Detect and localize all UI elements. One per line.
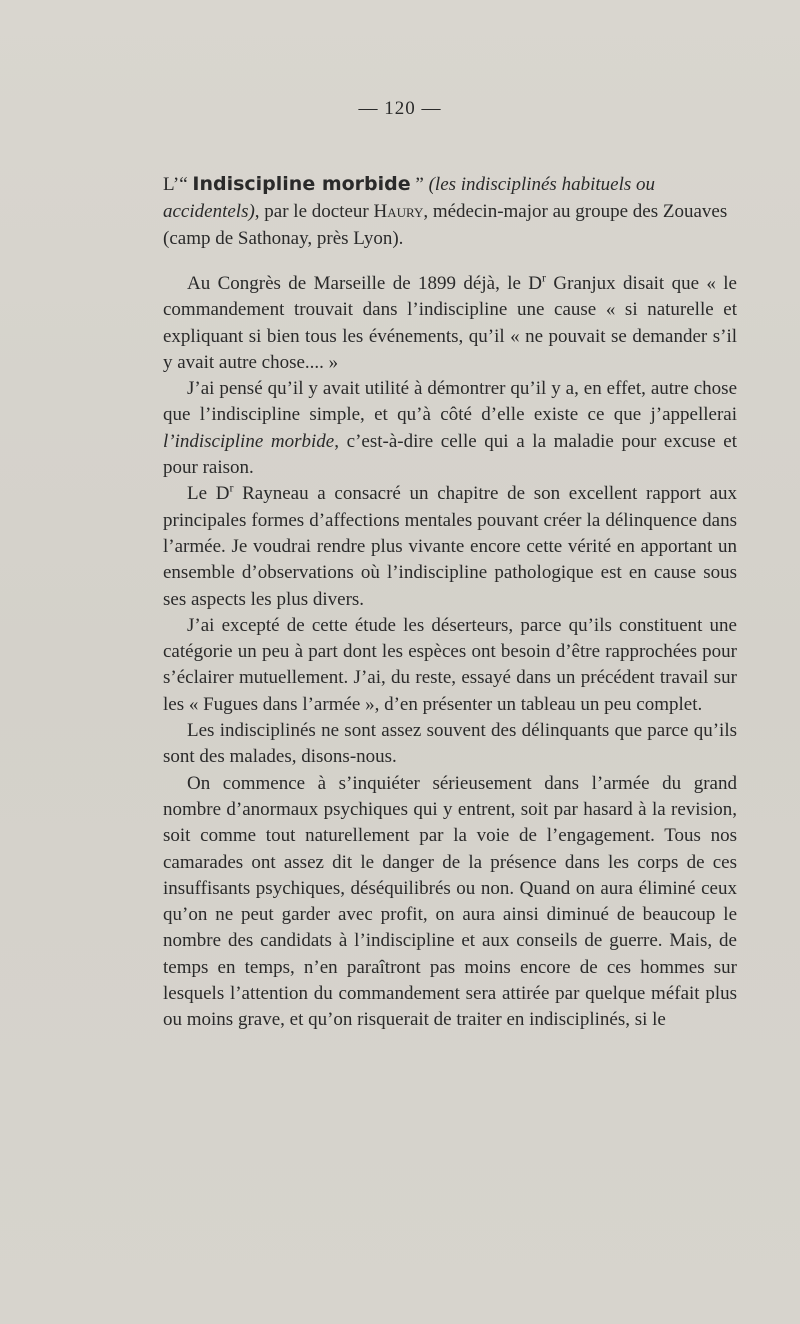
p3-sup: r bbox=[229, 481, 234, 496]
title-by: , par le docteur bbox=[254, 201, 374, 222]
paragraph-3 bbox=[163, 481, 737, 612]
p1-sup: r bbox=[542, 270, 547, 285]
article-title bbox=[163, 171, 741, 252]
paragraph-4: J’ai excepté de cette étude les déserteurs, parce qu’ils constituent une catégorie un peu à part dont les espèces ont besoin d’être rapprochées pour s’éclairer mutuellement. J’ai, du reste, essayé dans un précédent travail sur les « Fugues dans l’armée », d’en présenter un tableau un peu complet. bbox=[163, 614, 737, 715]
title-italic: (les indisciplinés habituels ou accidentels) bbox=[163, 174, 655, 222]
p2-text-b: , c’est-à-dire celle qui a la maladie pour excuse et pour raison. bbox=[163, 430, 737, 479]
title-after-bold: ” bbox=[410, 174, 429, 195]
title-prefix: L’“ bbox=[163, 174, 193, 195]
body-text bbox=[163, 271, 737, 1034]
paragraph-5: Les indisciplinés ne sont assez souvent des délinquants que parce qu’ils sont des malades, disons-nous. bbox=[163, 720, 737, 768]
p1-text-b: Granjux disait que « le commandement trouvait dans l’indiscipline une cause « si naturelle et expliquant si bien tous les événements, qu’il « ne pouvait se demander s’il y avait autre chose.... » bbox=[163, 273, 737, 373]
paragraph-6: On commence à s’inquiéter sérieusement dans l’armée du grand nombre d’anormaux psychiques qui y entrent, soit par hasard à la revision, soit comme tout naturellement par la voie de l’engagement. Tous nos camarades ont assez dit le danger de la présence dans les corps de ces insuffisants psychiques, déséquilibrés ou non. Quand on aura éliminé ceux qu’on ne peut garder avec profit, on aura ainsi diminué de beaucoup le nombre des candidats à l’indiscipline et aux conseils de guerre. Mais, de temps en temps, n’en paraîtront pas moins encore de ces hommes sur lesquels l’attention du commandement sera attirée par quelque méfait plus ou moins grave, et qu’on risquerait de traiter en indisciplinés, si le bbox=[163, 772, 737, 1031]
title-author: Haury bbox=[373, 201, 424, 222]
p2-italic: l’indiscipline morbide bbox=[163, 430, 335, 452]
p3-text-a: Le D bbox=[187, 483, 230, 505]
p1-text-a: Au Congrès de Marseille de 1899 déjà, le D bbox=[187, 273, 543, 294]
p2-text-a: J’ai pensé qu’il y avait utilité à démontrer qu’il y a, en effet, autre chose que l’indiscipline simple, et qu’à côté d’elle existe ce que j’appellerai bbox=[163, 378, 737, 426]
title-bold: Indiscipline morbide bbox=[192, 173, 411, 195]
p3-text-b: Rayneau a consacré un chapitre de son excellent rapport aux principales formes d’affections mentales pouvant créer la délinquence dans l’armée. Je voudrai rendre plus vivante encore cette vérité en apportant un ensemble d’observations où l’indiscipline pathologique est en cause sous ses aspects les plus divers. bbox=[163, 483, 737, 610]
title-rest: , médecin-major au groupe des Zouaves (camp de Sathonay, près Lyon). bbox=[163, 201, 728, 249]
page-number: — 120 — bbox=[358, 98, 442, 119]
paragraph-2 bbox=[163, 376, 737, 481]
paragraph-1 bbox=[163, 271, 737, 376]
